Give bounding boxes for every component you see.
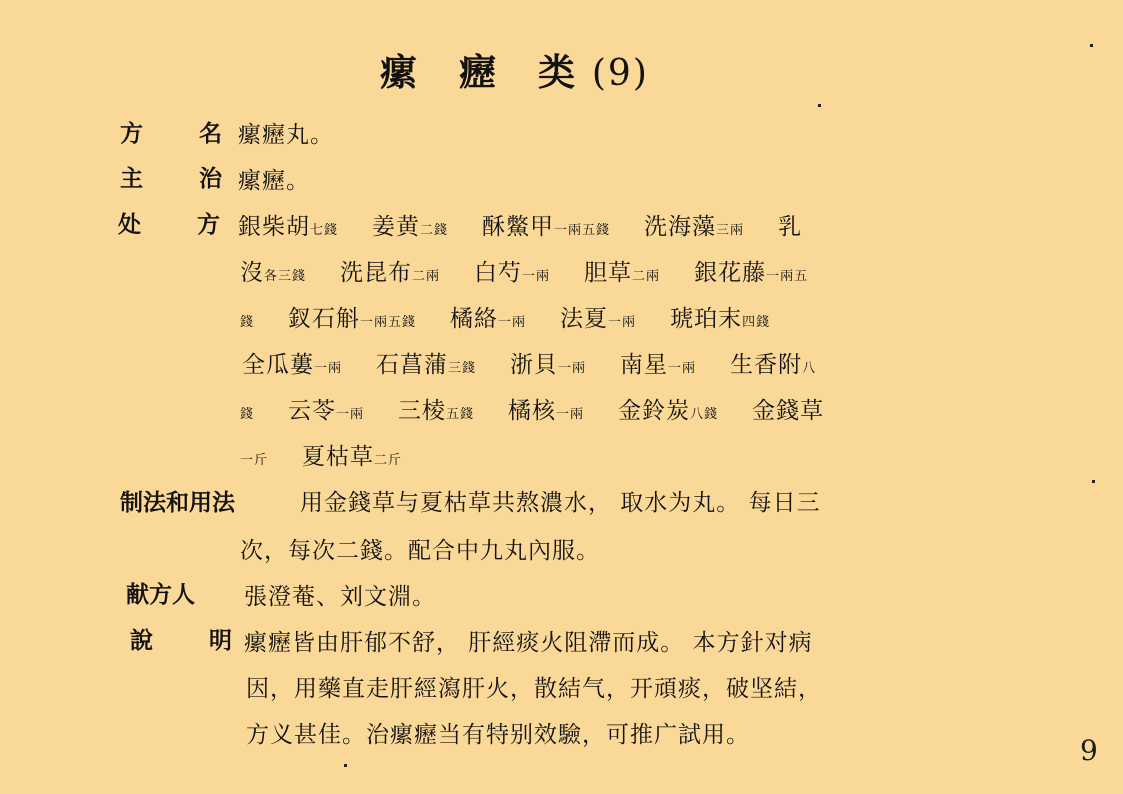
ingredient-name: 橘絡 [450, 306, 499, 332]
formula-label: 处 方 [118, 212, 245, 238]
formula-ingredient [288, 392, 364, 425]
formula-ingredient [474, 254, 550, 287]
page-title [380, 42, 649, 96]
name-text: 瘰癧丸。 [238, 122, 334, 148]
ingredient-name: 生香附 [730, 352, 803, 378]
treats-label: 主 治 [120, 166, 247, 192]
ingredient-dose: 一兩 [558, 361, 587, 376]
ingredient-dose: 一兩五錢 [360, 315, 417, 330]
formula-ingredient [508, 392, 584, 425]
ingredient-name: 全瓜蔞 [242, 352, 314, 378]
title-char-2: 癧 [459, 50, 498, 94]
formula-line [240, 300, 770, 333]
name-label: 方 名 [120, 121, 247, 147]
ingredient-name: 乳 [778, 214, 803, 240]
formula-line [242, 346, 816, 379]
ingredient-name: 琥珀末 [670, 306, 743, 332]
ingredient-name: 橘核 [508, 398, 557, 424]
ingredient-name: 姜黄 [372, 214, 421, 240]
formula-ingredient [340, 254, 440, 287]
title-char-1: 瘰 [380, 50, 419, 94]
formula-ingredient [620, 346, 696, 379]
ingredient-dose: 各三錢 [264, 269, 307, 284]
ingredient-dose: 四錢 [742, 315, 771, 330]
ingredient-name: 洗海藻 [644, 214, 717, 240]
ingredient-name: 銀花藤 [694, 260, 767, 286]
formula-ingredient [510, 346, 586, 379]
ingredient-dose: 一兩五 [766, 269, 809, 284]
ingredient-name: 夏枯草 [302, 444, 375, 470]
ingredient-dose: 一兩五錢 [554, 223, 611, 238]
formula-ingredient [288, 300, 416, 333]
formula-line [240, 438, 402, 471]
speck-mark [1092, 480, 1095, 483]
ingredient-name: 釵石斛 [288, 306, 361, 332]
ingredient-name: 法夏 [560, 306, 609, 332]
notes-label: 說 明 [130, 628, 257, 654]
ingredient-name: 白芍 [474, 260, 523, 286]
ingredient-name: 三棱 [398, 398, 447, 424]
formula-ingredient [584, 254, 660, 287]
formula-ingredient [376, 346, 476, 379]
title-char-3: 类 [538, 50, 577, 94]
ingredient-name: 南星 [620, 352, 669, 378]
ingredient-name: 洗昆布 [340, 260, 413, 286]
ingredient-dose: 一兩 [314, 361, 343, 376]
ingredient-dose: 一兩 [336, 407, 365, 422]
formula-ingredient [240, 444, 268, 470]
ingredient-name: 沒 [240, 260, 264, 286]
method-line-2: 次，每次二錢。配合中九丸內服。 [240, 538, 600, 564]
ingredient-dose: 八錢 [690, 407, 719, 422]
formula-ingredient [644, 208, 744, 241]
formula-ingredient [778, 208, 802, 241]
formula-ingredient [752, 392, 824, 425]
ingredient-dose: 八 [802, 361, 817, 376]
ingredient-dose: 二錢 [420, 223, 449, 238]
notes-line-2: 因，用藥直走肝經瀉肝火，散結气，开頑痰，破坚結， [246, 676, 822, 702]
ingredient-dose: 二兩 [632, 269, 661, 284]
ingredient-dose: 一兩 [608, 315, 637, 330]
speck-mark [344, 764, 347, 767]
method-label: 制法和用法 [120, 490, 235, 516]
ingredient-name: 浙貝 [510, 352, 559, 378]
title-number: (9) [591, 53, 649, 94]
speck-mark [818, 104, 821, 107]
ingredient-dose: 一斤 [240, 453, 269, 468]
formula-ingredient [238, 208, 338, 241]
formula-ingredient [618, 392, 718, 425]
method-line-1: 用金錢草与夏枯草共熬濃水， 取水为丸。 每日三 [300, 490, 821, 516]
ingredient-dose: 一兩 [522, 269, 551, 284]
formula-ingredient [302, 438, 402, 471]
ingredient-name: 胆草 [584, 260, 633, 286]
formula-ingredient [398, 392, 474, 425]
ingredient-dose: 二兩 [412, 269, 441, 284]
ingredient-name: 銀柴胡 [238, 214, 310, 240]
ingredient-dose: 一兩 [498, 315, 527, 330]
page-number: 9 [1080, 734, 1098, 767]
formula-ingredient [240, 254, 306, 287]
ingredient-dose: 錢 [240, 407, 255, 422]
notes-line-1: 瘰癧皆由肝郁不舒， 肝經痰火阻滯而成。 本方針对病 [244, 630, 813, 656]
ingredient-dose: 一兩 [556, 407, 585, 422]
formula-line [240, 254, 808, 287]
speck-mark [1090, 44, 1093, 47]
ingredient-dose: 一兩 [668, 361, 697, 376]
formula-ingredient [482, 208, 610, 241]
formula-ingredient [242, 346, 342, 379]
contributor-text: 張澄菴、刘文淵。 [244, 584, 436, 610]
ingredient-name: 石菖蒲 [376, 352, 449, 378]
formula-ingredient [560, 300, 636, 333]
formula-ingredient [450, 300, 526, 333]
ingredient-dose: 七錢 [310, 223, 339, 238]
ingredient-name: 金鈴炭 [618, 398, 691, 424]
formula-ingredient [372, 208, 448, 241]
formula-ingredient [240, 398, 254, 424]
ingredient-name: 云苓 [288, 398, 337, 424]
ingredient-dose: 五錢 [446, 407, 475, 422]
formula-ingredient [730, 346, 816, 379]
ingredient-dose: 三兩 [716, 223, 745, 238]
notes-line-3: 方义甚佳。治瘰癧当有特别效驗，可推广試用。 [246, 722, 750, 748]
treats-text: 瘰癧。 [238, 168, 310, 194]
ingredient-dose: 二斤 [374, 453, 403, 468]
ingredient-name: 酥鱉甲 [482, 214, 555, 240]
formula-line [240, 392, 824, 425]
formula-ingredient [240, 306, 254, 332]
formula-ingredient [670, 300, 770, 333]
ingredient-name: 金錢草 [752, 398, 825, 424]
formula-line [238, 208, 802, 241]
contributor-label: 献方人 [126, 582, 195, 608]
formula-ingredient [694, 254, 808, 287]
ingredient-dose: 錢 [240, 315, 255, 330]
ingredient-dose: 三錢 [448, 361, 477, 376]
